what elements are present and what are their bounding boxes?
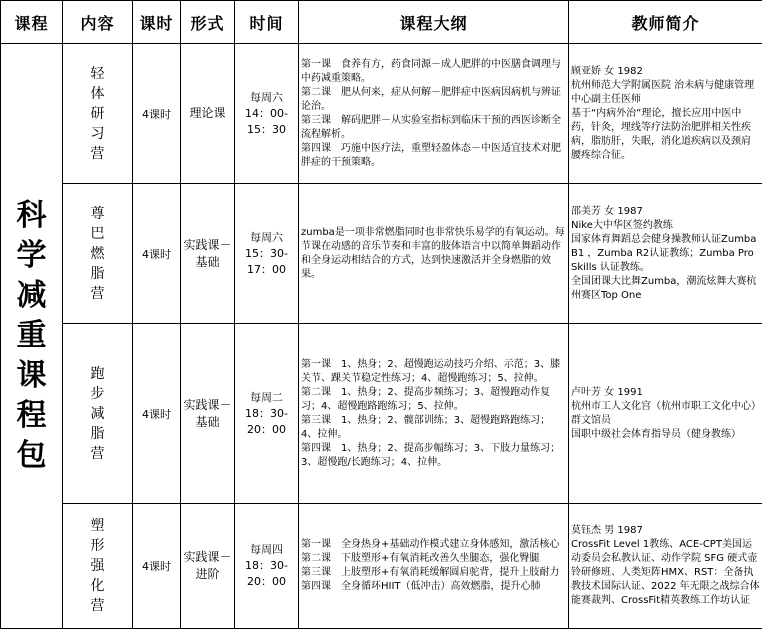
outline-line: 第四课 1、热身；2、提高步幅练习；3、下肢力量练习；3、超慢跑/长跑练习；4、拉伸。 bbox=[301, 442, 561, 468]
teacher-line: 邵美芳 女 1987 bbox=[571, 205, 643, 217]
teacher-cell bbox=[569, 184, 762, 324]
header-course: 课程 bbox=[1, 1, 63, 44]
outline-cell bbox=[299, 184, 569, 324]
content-cell bbox=[63, 184, 133, 324]
outline-line: 第三课 1、热身；2、髋部训练；3、超慢跑路跑练习；4、拉伸。 bbox=[301, 414, 551, 440]
course-title: 科学减重课程包 bbox=[16, 198, 47, 473]
form-cell bbox=[181, 504, 235, 629]
teacher-line: 基于“内病外治”理论，擅长应用中医中药，针灸，埋线等疗法防治肥胖相关性疾病，脂肪肝，失眠，消化道疾病以及颈肩腰疼综合征。 bbox=[571, 107, 751, 161]
content-name: 尊巴燃脂营 bbox=[90, 205, 105, 302]
time-cell bbox=[235, 324, 299, 504]
outline-line: zumba是一项非常燃脂同时也非常快乐易学的有氧运动。每节课在动感的音乐节奏和丰富的肢体语言中以简单舞蹈动作和全身运动相结合的方式，达到快速激活并全身燃脂的效果。 bbox=[301, 226, 565, 280]
time-cell bbox=[235, 44, 299, 184]
outline-line: 第二课 1、热身；2、提高步频练习；3、超慢跑动作复习；4、超慢跑路跑练习；5、拉伸。 bbox=[301, 386, 551, 412]
teacher-line: 杭州市工人文化宫（杭州市职工文化中心）群文馆员 bbox=[571, 400, 756, 426]
time-cell bbox=[235, 504, 299, 629]
teacher-line: 卢叶芳 女 1991 bbox=[571, 386, 643, 398]
outline-line: 第二课 肥从何来，症从何解－肥胖症中医病因病机与辨证论治。 bbox=[301, 86, 561, 112]
teacher-line: Nike大中华区签约教练 bbox=[571, 219, 673, 231]
form-cell bbox=[181, 184, 235, 324]
header-form: 形式 bbox=[181, 1, 235, 44]
time-label: 每周六15：30-17：00 bbox=[245, 230, 288, 276]
hours-cell: 4课时 bbox=[133, 44, 181, 184]
header-time: 时间 bbox=[235, 1, 299, 44]
content-name: 塑形强化营 bbox=[90, 518, 105, 614]
header-row bbox=[1, 1, 762, 44]
teacher-line: 莫钰杰 男 1987 bbox=[571, 525, 643, 536]
hours-cell: 4课时 bbox=[133, 184, 181, 324]
outline-line: 第四课 巧施中医疗法，重塑轻盈体态－中医适宜技术对肥胖症的干预策略。 bbox=[301, 142, 561, 168]
outline-line: 第三课 解码肥胖－从实验室指标到临床干预的西医诊断全流程解析。 bbox=[301, 114, 561, 140]
content-cell bbox=[63, 44, 133, 184]
hours-cell: 4课时 bbox=[133, 324, 181, 504]
time-label: 每周二18：30-20：00 bbox=[245, 390, 288, 436]
teacher-cell bbox=[569, 324, 762, 504]
teacher-line: 国家体育舞蹈总会健身操教师认证Zumba B1 ，Zumba R2认证教练；Zumba Pro Skills 认证教练。 bbox=[571, 233, 757, 273]
content-name: 跑步减脂营 bbox=[90, 365, 105, 462]
header-hours: 课时 bbox=[133, 1, 181, 44]
outline-line: 第四课 全身循环HIIT（低冲击）高效燃脂，提升心肺 bbox=[301, 581, 541, 592]
table-row bbox=[1, 184, 762, 324]
teacher-cell bbox=[569, 504, 762, 629]
teacher-line: 杭州师范大学附属医院 治未病与健康管理中心副主任医师 bbox=[571, 79, 755, 105]
outline-line: 第一课 食养有方，药食同源－成人肥胖的中医膳食调理与中药减重策略。 bbox=[301, 58, 561, 84]
time-label: 每周四18：30-20：00 bbox=[245, 543, 288, 588]
header-outline: 课程大纲 bbox=[299, 1, 569, 44]
outline-line: 第一课 1、热身；2、超慢跑运动技巧介绍、示范；3、膝关节、踝关节稳定性练习；4、超慢跑练习；5、拉伸。 bbox=[301, 358, 561, 384]
time-cell bbox=[235, 184, 299, 324]
hours-cell: 4课时 bbox=[133, 504, 181, 629]
table-row bbox=[1, 504, 762, 629]
form-label: 理论课 bbox=[189, 106, 226, 120]
form-label: 实践课－进阶 bbox=[183, 550, 232, 581]
form-cell bbox=[181, 324, 235, 504]
content-cell bbox=[63, 324, 133, 504]
teacher-line: CrossFit Level 1教练、ACE-CPT美国运动委员会私教认证、动作学院 SFG 硬式壶铃研修班、人类矩阵HMX、RST：全备执教技术国际认证、2022 年无限之战综合体能赛裁判、CrossFit精英教练工作坊认证 bbox=[571, 539, 760, 606]
outline-line: 第一课 全身热身+基础动作模式建立身体感知，激活核心 bbox=[301, 539, 560, 550]
outline-cell bbox=[299, 44, 569, 184]
table-row bbox=[1, 44, 762, 184]
header-content: 内容 bbox=[63, 1, 133, 44]
outline-line: 第二课 下肢塑形+有氧消耗改善久坐腿态，强化臀腿 bbox=[301, 553, 540, 564]
teacher-line: 国职中级社会体育指导员（健身教练） bbox=[571, 428, 741, 440]
outline-cell bbox=[299, 324, 569, 504]
form-cell bbox=[181, 44, 235, 184]
table-row bbox=[1, 324, 762, 504]
header-teacher: 教师简介 bbox=[569, 1, 762, 44]
teacher-cell bbox=[569, 44, 762, 184]
content-cell bbox=[63, 504, 133, 629]
outline-line: 第三课 上肢塑形+有氧消耗缓解圆肩驼背，提升上肢耐力 bbox=[301, 567, 560, 578]
outline-cell bbox=[299, 504, 569, 629]
form-label: 实践课－基础 bbox=[183, 397, 232, 429]
course-title-cell bbox=[1, 44, 63, 629]
teacher-line: 全国团课大比舞Zumba，潮流炫舞大赛杭州赛区Top One bbox=[571, 275, 757, 301]
time-label: 每周六14：00-15：30 bbox=[245, 90, 288, 136]
teacher-line: 顾亚娇 女 1982 bbox=[571, 65, 643, 77]
content-name: 轻体研习营 bbox=[90, 65, 105, 162]
form-label: 实践课－基础 bbox=[183, 237, 232, 269]
